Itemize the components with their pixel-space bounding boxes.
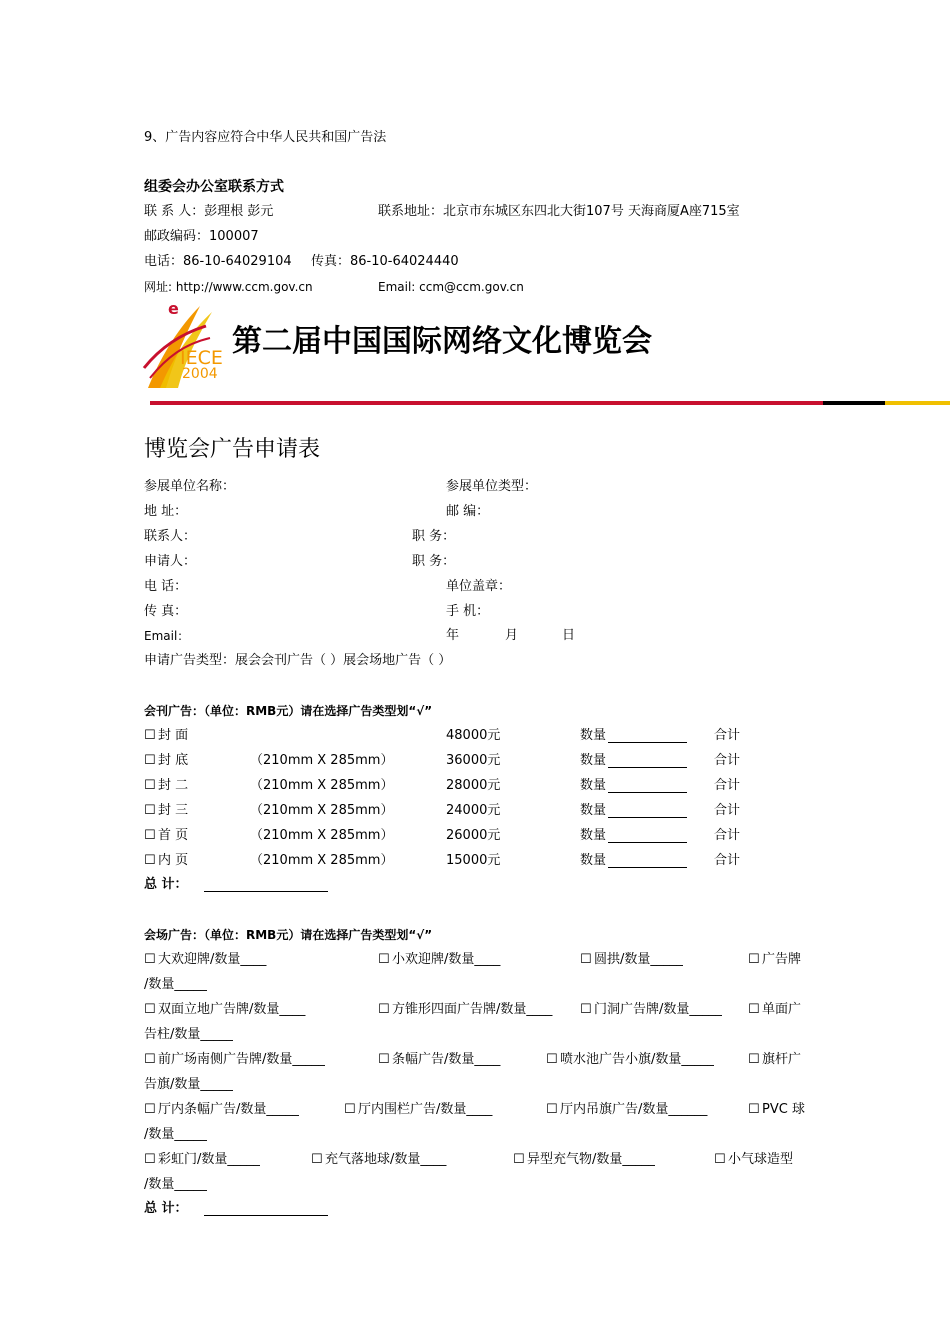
journal-row-size: （210mm X 285mm） [250,828,394,843]
journal-row-size: （210mm X 285mm） [250,778,394,793]
venue-item-checkbox[interactable]: ☐ [378,952,390,967]
form-title: 博览会广告申请表 [144,437,321,462]
venue-item-checkbox[interactable]: ☐ [580,1002,592,1017]
venue-item-label: 条幅广告/数量____ [392,1052,501,1067]
venue-grand-total-label: 总 计： [144,1201,188,1216]
venue-item-label: 旗杆广 [762,1052,802,1067]
venue-item-label: 圆拱/数量_____ [594,952,683,967]
venue-item-label: /数量_____ [144,1177,207,1192]
venue-item-label: 方锥形四面广告牌/数量____ [392,1002,553,1017]
contact-heading: 组委会办公室联系方式 [144,179,284,195]
field-address[interactable]: 地 址： [144,504,188,519]
journal-row-quantity-field[interactable] [608,778,687,793]
journal-row-quantity-label: 数量 [580,803,607,818]
venue-item-checkbox[interactable]: ☐ [748,1002,760,1017]
header-rule-red [150,401,823,405]
journal-grand-total-line[interactable] [204,877,328,892]
field-applicant-title[interactable]: 职 务： [412,554,456,569]
journal-row-total-label: 合计 [714,728,741,743]
contact-phone: 电话：86-10-64029104 [144,254,292,269]
field-postcode[interactable]: 邮 编： [446,504,490,519]
venue-item-label: 单面广 [762,1002,802,1017]
journal-row-quantity-label: 数量 [580,828,607,843]
journal-row-quantity-field[interactable] [608,803,687,818]
venue-item-label: 门洞广告牌/数量_____ [594,1002,722,1017]
venue-item-checkbox[interactable]: ☐ [714,1152,726,1167]
venue-item-label: 充气落地球/数量____ [325,1152,447,1167]
journal-grand-total-label: 总 计： [144,877,188,892]
header-rule-gold [885,401,950,405]
journal-row-total-label: 合计 [714,828,741,843]
venue-item-label: 告柱/数量_____ [144,1027,233,1042]
venue-grand-total-line[interactable] [204,1201,328,1216]
journal-row-quantity-field[interactable] [608,853,687,868]
journal-row-name: 封 面 [158,728,189,743]
journal-row-checkbox[interactable]: ☐ [144,728,156,743]
venue-item-label: 前广场南侧广告牌/数量_____ [158,1052,325,1067]
venue-item-checkbox[interactable]: ☐ [546,1052,558,1067]
field-mobile[interactable]: 手 机： [446,604,490,619]
venue-item-label: 小欢迎牌/数量____ [392,952,501,967]
venue-item-label: /数量_____ [144,977,207,992]
journal-row-quantity-label: 数量 [580,853,607,868]
venue-item-label: 广告牌 [762,952,802,967]
venue-item-label: 厅内吊旗广告/数量______ [560,1102,708,1117]
journal-row-total-label: 合计 [714,853,741,868]
journal-row-quantity-label: 数量 [580,753,607,768]
venue-item-checkbox[interactable]: ☐ [144,1002,156,1017]
logo-mark-letters: IECE [180,347,223,369]
contact-fax: 传真：86-10-64024440 [311,254,459,269]
venue-item-checkbox[interactable]: ☐ [580,952,592,967]
field-email[interactable]: Email： [144,629,190,643]
logo-mark-small: e [168,299,179,318]
venue-item-checkbox[interactable]: ☐ [378,1052,390,1067]
field-fax[interactable]: 传 真： [144,604,188,619]
journal-row-name: 封 二 [158,778,189,793]
journal-row-quantity-field[interactable] [608,828,687,843]
field-unit-type[interactable]: 参展单位类型： [446,479,538,494]
venue-item-label: 双面立地广告牌/数量____ [158,1002,306,1017]
field-date-month[interactable]: 月 [505,628,519,643]
venue-ads-heading: 会场广告：（单位：RMB元）请在选择广告类型划“√” [144,928,433,942]
contact-email[interactable]: Email: ccm@ccm.gov.cn [378,280,524,294]
venue-item-label: 异型充气物/数量_____ [527,1152,655,1167]
journal-row-checkbox[interactable]: ☐ [144,753,156,768]
journal-row-checkbox[interactable]: ☐ [144,828,156,843]
journal-row-quantity-field[interactable] [608,728,687,743]
field-ad-type[interactable]: 申请广告类型：展会会刊广告（ ）展会场地广告（ ） [144,653,452,668]
field-contact[interactable]: 联系人： [144,529,197,544]
iece-flame-icon [140,298,240,398]
journal-row-quantity-label: 数量 [580,778,607,793]
field-seal[interactable]: 单位盖章： [446,579,512,594]
venue-item-checkbox[interactable]: ☐ [748,952,760,967]
logo-mark-year: 2004 [182,366,218,382]
venue-item-checkbox[interactable]: ☐ [144,1052,156,1067]
field-applicant[interactable]: 申请人： [144,554,197,569]
venue-item-checkbox[interactable]: ☐ [513,1152,525,1167]
journal-row-quantity-field[interactable] [608,753,687,768]
venue-item-label: 厅内条幅广告/数量_____ [158,1102,299,1117]
contact-website[interactable]: 网址: http://www.ccm.gov.cn [144,280,313,294]
journal-row-name: 封 底 [158,753,189,768]
venue-item-label: 告旗/数量_____ [144,1077,233,1092]
venue-item-checkbox[interactable]: ☐ [546,1102,558,1117]
journal-row-checkbox[interactable]: ☐ [144,778,156,793]
venue-item-label: 喷水池广告小旗/数量_____ [560,1052,714,1067]
venue-item-checkbox[interactable]: ☐ [144,1152,156,1167]
venue-item-label: 小气球造型 [728,1152,794,1167]
journal-row-price: 36000元 [446,753,501,768]
contact-postcode: 邮政编码：100007 [144,229,259,244]
journal-row-checkbox[interactable]: ☐ [144,853,156,868]
venue-item-checkbox[interactable]: ☐ [748,1102,760,1117]
contact-address: 联系地址：北京市东城区东四北大街107号 天海商厦A座715室 [378,204,740,219]
iece-logo [140,298,240,398]
logo-title: 第二届中国国际网络文化博览会 [232,324,652,359]
journal-row-total-label: 合计 [714,753,741,768]
field-contact-title[interactable]: 职 务： [412,529,456,544]
field-unit-name[interactable]: 参展单位名称： [144,479,236,494]
journal-row-price: 26000元 [446,828,501,843]
journal-row-quantity-label: 数量 [580,728,607,743]
contact-person: 联 系 人：彭理根 彭元 [144,204,274,219]
venue-item-checkbox[interactable]: ☐ [311,1152,323,1167]
journal-row-name: 封 三 [158,803,189,818]
venue-item-label: 大欢迎牌/数量____ [158,952,267,967]
journal-row-name: 首 页 [158,828,189,843]
venue-item-label: 厅内围栏广告/数量____ [358,1102,493,1117]
venue-item-checkbox[interactable]: ☐ [144,952,156,967]
journal-row-price: 48000元 [446,728,501,743]
field-phone[interactable]: 电 话： [144,579,188,594]
note-item-9: 9、广告内容应符合中华人民共和国广告法 [144,130,387,145]
venue-item-label: PVC 球 [762,1102,805,1117]
journal-ads-heading: 会刊广告：（单位：RMB元）请在选择广告类型划“√” [144,704,433,718]
journal-row-size: （210mm X 285mm） [250,853,394,868]
journal-row-size: （210mm X 285mm） [250,803,394,818]
venue-item-checkbox[interactable]: ☐ [378,1002,390,1017]
journal-row-total-label: 合计 [714,778,741,793]
journal-row-price: 15000元 [446,853,501,868]
journal-row-price: 28000元 [446,778,501,793]
venue-item-checkbox[interactable]: ☐ [344,1102,356,1117]
field-date-year[interactable]: 年 [446,628,460,643]
venue-item-checkbox[interactable]: ☐ [144,1102,156,1117]
venue-item-checkbox[interactable]: ☐ [748,1052,760,1067]
field-date-day[interactable]: 日 [562,628,576,643]
journal-row-price: 24000元 [446,803,501,818]
journal-row-checkbox[interactable]: ☐ [144,803,156,818]
venue-item-label: /数量_____ [144,1127,207,1142]
journal-row-size: （210mm X 285mm） [250,753,394,768]
journal-row-total-label: 合计 [714,803,741,818]
venue-item-label: 彩虹门/数量_____ [158,1152,260,1167]
journal-row-name: 内 页 [158,853,189,868]
header-rule-black [823,401,885,405]
